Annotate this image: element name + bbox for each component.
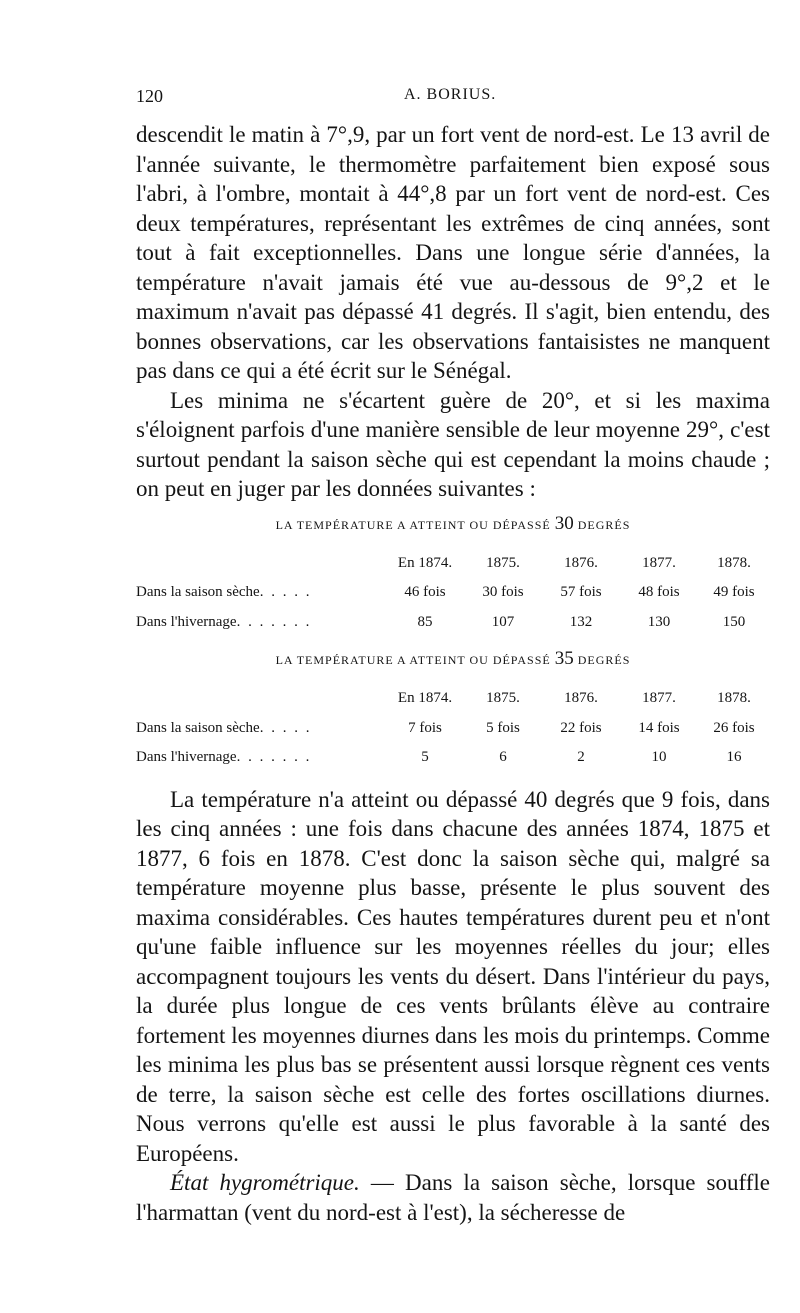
- table-2-corner: [136, 684, 386, 714]
- running-title: A. BORIUS.: [404, 86, 497, 103]
- table-1-year: 1875.: [486, 554, 520, 571]
- table-1-year: 1876.: [564, 554, 598, 571]
- table-1-header-row: [136, 549, 770, 579]
- table-1-title: [136, 514, 770, 535]
- page-body: [136, 120, 770, 1227]
- table-2-title-suffix: DEGRÉS: [577, 653, 631, 667]
- table-2-cell: 16: [726, 749, 742, 765]
- em-dash: —: [359, 1170, 406, 1195]
- table-2-row: [136, 743, 770, 773]
- table-1-row-label: Dans la saison sèche. . . . .: [136, 584, 312, 600]
- paragraph-2: Les minima ne s'écartent guère de 20°, et si les maxima s'éloignent parfois d'une manière sensible de leur moyenne 29°, c'est surtout pendant la saison sèche qui est cependant la moins chaude ; on peut en juger par les données suivantes :: [136, 387, 770, 501]
- table-1-cell: 85: [417, 613, 433, 630]
- table-2: [136, 684, 770, 773]
- table-2-cell: 10: [651, 749, 667, 765]
- table-2-cell: 6: [499, 749, 507, 765]
- table-2-cell: 26 fois: [713, 719, 755, 736]
- table-2-cell: 7 fois: [408, 719, 442, 736]
- table-2-year: 1875.: [486, 690, 520, 706]
- section-heading: État hygrométrique.: [170, 1170, 360, 1195]
- table-1-cell: 48 fois: [638, 584, 680, 600]
- table-1-year: 1878.: [717, 554, 751, 571]
- table-1-cell: 130: [647, 613, 671, 630]
- table-2-title: [136, 649, 770, 670]
- table-1-cell: 57 fois: [560, 584, 602, 600]
- paragraph-1: descendit le matin à 7°,9, par un fort vent de nord-est. Le 13 avril de l'année suivante, le thermomètre parfaitement bien exposé sous l'abri, à l'ombre, montait à 44°,8 par un fort vent de nord-est. Ces deux températures, représentant les extrêmes de cinq années, sont tout à fait exceptionnelles. Dans une longue série d'années, la température n'avait jamais été vue au-dessous de 9°,2 et le maximum n'avait pas dépassé 41 degrés. Il s'agit, bien entendu, des bonnes observations, car les observations fantaisistes ne manquent pas dans ce qui a été écrit sur le Sénégal.: [136, 122, 770, 383]
- table-2-header-row: [136, 684, 770, 714]
- running-head: [136, 86, 760, 110]
- table-1-cell: 107: [491, 613, 515, 630]
- table-1-cell: 46 fois: [404, 584, 446, 600]
- table-1: [136, 549, 770, 638]
- table-1-corner: [136, 549, 386, 579]
- table-2-cell: 5: [421, 749, 429, 765]
- table-1-title-number: 30: [554, 512, 574, 534]
- table-1-row: [136, 608, 770, 638]
- table-1-year: En 1874.: [397, 554, 453, 571]
- paragraph-3: La température n'a atteint ou dépassé 40 degrés que 9 fois, dans les cinq années : une fois dans chacune des années 1874, 1875 et 1877, 6 fois en 1878. C'est donc la saison sèche qui, malgré sa température moyenne plus basse, présente le plus souvent des maxima considérables. Ces hautes températures durent peu et n'ont qu'une faible influence sur les moyennes réelles du jour; elles accompagnent toujours les vents du désert. Dans l'intérieur du pays, la durée plus longue de ces vents brûlants élève au contraire fortement les moyennes diurnes dans les mois du printemps. Comme les minima les plus bas se présentent aussi lorsque règnent ces vents de terre, la saison sèche est celle des fortes oscillations diurnes. Nous verrons qu'elle est aussi le plus favorable à la santé des Européens.: [136, 786, 770, 1166]
- table-2-cell: 22 fois: [560, 719, 602, 736]
- page-number: 120: [136, 86, 163, 106]
- paragraph-4: [136, 1168, 770, 1227]
- table-2-year: 1876.: [564, 690, 598, 706]
- table-1-cell: 132: [569, 613, 593, 630]
- table-2-year: 1877.: [642, 690, 676, 706]
- table-1-title-prefix: LA TEMPÉRATURE A ATTEINT OU DÉPASSÉ: [275, 517, 551, 532]
- table-2-title-prefix: LA TEMPÉRATURE A ATTEINT OU DÉPASSÉ: [275, 653, 551, 667]
- table-2-title-number: 35: [554, 648, 574, 669]
- table-2-row: [136, 714, 770, 744]
- table-1-row-label: Dans l'hivernage. . . . . . .: [136, 613, 312, 630]
- table-1-year: 1877.: [642, 554, 676, 571]
- table-2-cell: 2: [577, 749, 585, 765]
- table-2-row-label: Dans l'hivernage. . . . . . .: [136, 749, 312, 765]
- table-2-cell: 5 fois: [486, 719, 520, 736]
- table-1-title-suffix: DEGRÉS: [577, 517, 631, 532]
- paragraph-4-text: Dans la saison sèche, lorsque souffle l'harmattan (vent du nord-est à l'est), la sécheresse de: [136, 1170, 771, 1225]
- table-1-cell: 30 fois: [482, 584, 524, 600]
- table-2-year: En 1874.: [397, 690, 453, 706]
- table-2-year: 1878.: [717, 690, 751, 706]
- table-2-cell: 14 fois: [638, 719, 680, 736]
- table-1-row: [136, 578, 770, 608]
- table-1-cell: 49 fois: [713, 584, 755, 600]
- table-1-cell: 150: [722, 613, 746, 630]
- table-2-row-label: Dans la saison sèche. . . . .: [136, 719, 312, 736]
